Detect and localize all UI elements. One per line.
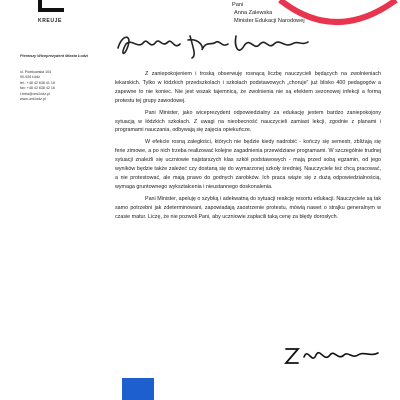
letter-paragraph: Z zaniepokojeniem i troską obserwuję rosnącą liczbę nauczycieli będących na zwolnieniach lekarskich. Tylko w łódzkich przedszkolach i szkołach podstawowych „choruje” już blisko 400 pedagogów a zapewne to nie koniec. Nie jest wszak tajemnicą, że zwolnienia nie są efektem sezonowej infekcji a formą protestu tej grupy zawodowej. [115,71,381,104]
addressee-line: Pani [232,2,244,8]
sender-address-line: www.uml.lodz.pl [20,97,46,101]
addressee-line: Minister Edukacji Narodowej [234,18,305,24]
addressee-block [234,1,305,25]
sender-address-line: 90-926 Łódź [20,75,40,79]
sender-address-line: ul. Piotrkowska 104 [20,69,52,74]
blue-logo-block [122,378,154,400]
letter-paragraph: W efekcie rosną zaległości, których nie będzie kiedy nadrobić - kończy się semestr, zbliżają się ferie zimowe, a po nich trzeba realizować kolejne zagadnienia przewidziane programami. W szczególnie trudnej sytuacji znaleźli się uczniowie najstarszych klas szkół podstawowych - mają przed sobą egzamin, od jego wyników będzie także zależeć czy dostaną się do wymarzonej szkoły średniej. Nauczyciele też chcą pracować, a nie protestować, ale mają prawo do godnych zarobków. Ich praca wiąże się z dużą odpowiedzialnością, wymaga gruntownego wykształcenia i nieustannego doskonalenia. [115,139,381,190]
sender-address-line: fax: +48 42 638 42 16 [20,86,55,90]
sender-organization: Pierwszy Wiceprezydent Miasta Łodzi [20,54,88,58]
signature-icon [282,343,382,367]
letter-paragraph: Pani Minister, jako wiceprezydent odpowiedzialny za edukację jestem bardzo zaniepokojony sytuacją w łódzkich szkołach. Z uwagi na nieobecność nauczycieli zamiast lekcji, zgodnie z planami i programami nauczania, odbywają się zajęcia opiekuńcze. [115,109,381,134]
sender-address-line: tel.: +48 42 638 41 16 [20,80,55,85]
addressee-line: Anna Zalewska [234,10,273,16]
letter-body [115,70,381,225]
sender-address-line: t.trela@uml.lodz.pl [20,91,50,96]
letter-paragraph: Pani Minister, apeluję o szybką i adekwatną do sytuacji reakcję resortu edukacji. Nauczyciele są tak samo potrzebni jak zdeterminowani, zapowiadają zaostrzenie protestu, mówią nawet o strajku generalnym w czasie matur. Liczę, że nie pozwoli Pani, aby uczniowie zapłacili taką cenę za błędy dorosłych. [115,195,381,220]
logo-caption: KREUJE [38,18,62,24]
sender-sidebar [20,54,90,103]
handwritten-greeting-icon [112,30,312,62]
